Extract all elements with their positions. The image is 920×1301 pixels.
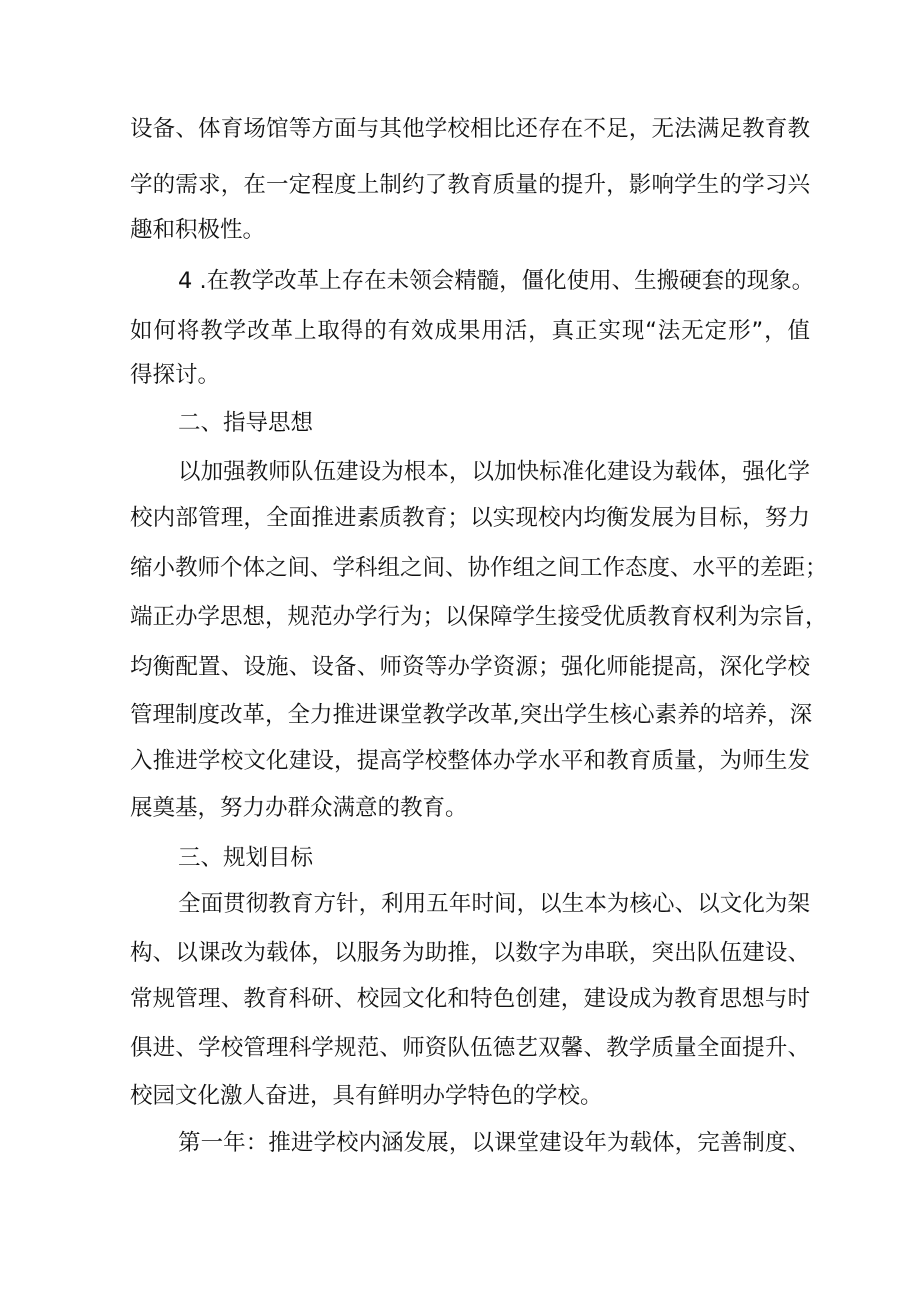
paragraph-line: 校园文化激人奋进，具有鲜明办学特色的学校。: [130, 1083, 603, 1109]
paragraph-line: 校内部管理，全面推进素质教育；以实现校内均衡发展为目标，努力: [130, 505, 810, 531]
paragraph-line: 设备、体育场馆等方面与其他学校相比还存在不足，无法满足教育教: [130, 116, 810, 142]
paragraph-line: 得探讨。: [130, 362, 221, 388]
paragraph-line: 4 .在教学改革上存在未领会精髓，僵化使用、生搬硬套的现象。: [178, 268, 815, 294]
paragraph-line: 展奠基，努力办群众满意的教育。: [130, 795, 468, 821]
paragraph-line: 常规管理、教育科研、校园文化和特色创建，建设成为教育思想与时: [130, 986, 810, 1012]
paragraph-line: 端正办学思想，规范办学行为；以保障学生接受优质教育权利为宗旨，: [130, 604, 828, 630]
paragraph-line: 如何将教学改革上取得的有效成果用活，真正实现“法无定形”，值: [130, 318, 810, 344]
paragraph-line: 入推进学校文化建设，提高学校整体办学水平和教育质量，为师生发: [130, 748, 810, 774]
paragraph-line: 第一年：推进学校内涵发展，以课堂建设年为载体，完善制度、: [178, 1130, 810, 1156]
paragraph-line: 均衡配置、设施、设备、师资等办学资源；强化师能提高，深化学校: [130, 654, 810, 680]
paragraph-line: 趣和积极性。: [130, 217, 266, 243]
paragraph-line: 缩小教师个体之间、学科组之间、协作组之间工作态度、水平的差距；: [130, 555, 828, 581]
section-heading: 二、指导思想: [178, 410, 314, 436]
paragraph-line: 管理制度改革，全力推进课堂教学改革,突出学生核心素养的培养，深: [130, 702, 813, 728]
section-heading: 三、规划目标: [178, 845, 314, 871]
paragraph-line: 构、以课改为载体，以服务为助推，以数字为串联，突出队伍建设、: [130, 940, 810, 966]
paragraph-line: 全面贯彻教育方针，利用五年时间，以生本为核心、以文化为架: [178, 891, 810, 917]
paragraph-line: 以加强教师队伍建设为根本，以加快标准化建设为载体，强化学: [178, 459, 810, 485]
paragraph-line: 学的需求，在一定程度上制约了教育质量的提升，影响学生的学习兴: [130, 172, 810, 198]
paragraph-line: 俱进、学校管理科学规范、师资队伍德艺双馨、教学质量全面提升、: [130, 1035, 810, 1061]
